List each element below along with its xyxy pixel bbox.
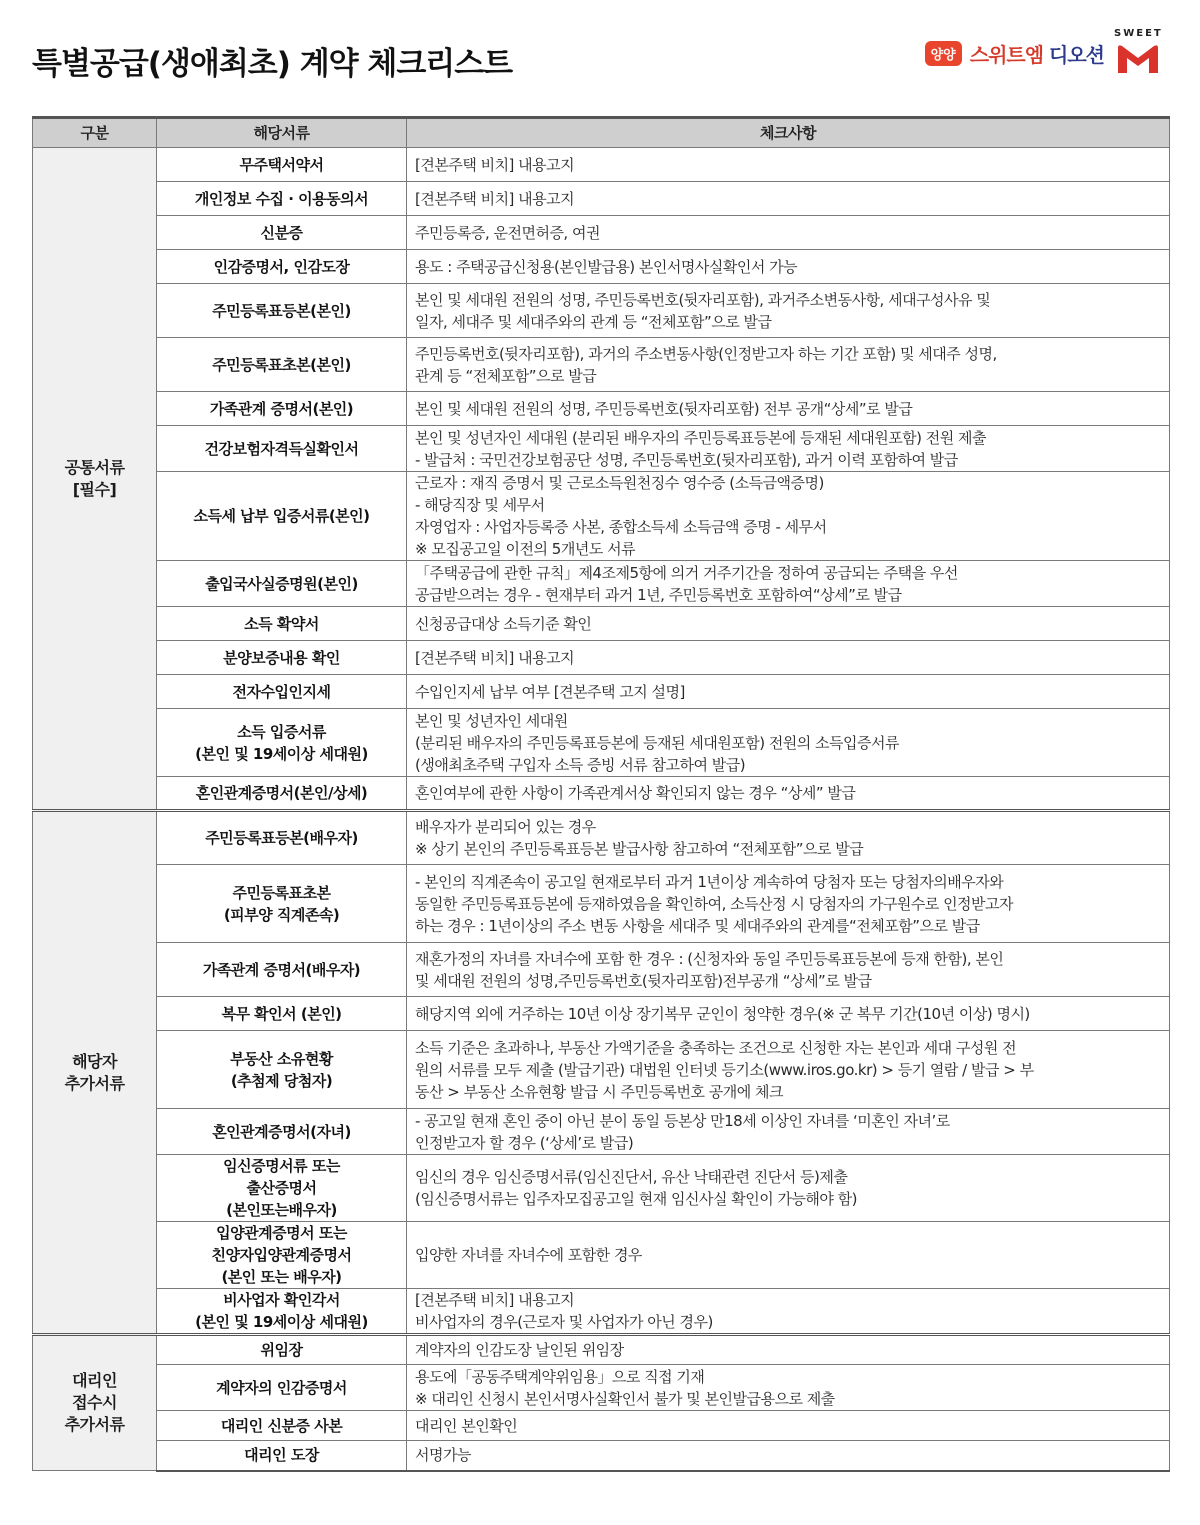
check-note-cell (407, 675, 1170, 709)
check-note-cell (407, 709, 1170, 777)
document-cell (157, 472, 407, 561)
document-name: 복무 확인서 (본인) (221, 1004, 342, 1023)
table-row (33, 811, 1170, 865)
check-note-line: [견본주택 비치] 내용고지 (415, 1291, 575, 1309)
category-cell (33, 148, 157, 811)
category-label: 접수시 (72, 1393, 117, 1412)
document-name: (본인 및 19세이상 세대원) (195, 1313, 368, 1331)
check-note-line: 임신의 경우 임신증명서류(임신진단서, 유산 낙태관련 진단서 등)제출 (415, 1168, 848, 1186)
table-row (33, 561, 1170, 607)
check-note-cell (407, 250, 1170, 284)
check-note-line: (임신증명서류는 입주자모집공고일 현재 임신사실 확인이 가능해야 함) (415, 1190, 858, 1208)
table-row (33, 641, 1170, 675)
document-cell (157, 338, 407, 392)
document-cell (157, 777, 407, 811)
document-name: 주민등록표등본(배우자) (205, 829, 358, 847)
table-row (33, 997, 1170, 1031)
check-note-line: 하는 경우 : 1년이상의 주소 변동 사항을 세대주 및 세대주와의 관계를“전체포함”으로 발급 (415, 916, 980, 935)
document-cell (157, 1411, 407, 1441)
document-name: 위임장 (260, 1341, 303, 1359)
check-note-line: 계약자의 인감도장 날인된 위임장 (415, 1341, 624, 1359)
category-label: 추가서류 (64, 1073, 125, 1093)
document-name: 계약자의 인감증명서 (216, 1378, 347, 1397)
table-row (33, 426, 1170, 472)
check-note-cell (407, 392, 1170, 426)
table-row (33, 182, 1170, 216)
document-name: 대리인 도장 (244, 1446, 319, 1465)
check-note-line: - 공고일 현재 혼인 중이 아닌 분이 동일 등본상 만18세 이상인 자녀를 ‘미혼인 자녀’로 (415, 1111, 950, 1130)
category-label: 대리인 (72, 1371, 117, 1390)
document-cell (157, 1289, 407, 1335)
check-note-cell (407, 1031, 1170, 1109)
document-name: 전자수입인지세 (232, 682, 331, 701)
check-note-line: - 해당직장 및 세무서 (415, 496, 545, 514)
check-note-line: (생애최초주택 구입자 소득 증빙 서류 참고하여 발급) (415, 755, 746, 774)
table-row (33, 1411, 1170, 1441)
table-row (33, 1365, 1170, 1411)
document-cell (157, 1109, 407, 1155)
logo-mark (1112, 30, 1162, 76)
document-cell (157, 250, 407, 284)
check-note-line: 주민등록증, 운전면허증, 여권 (415, 223, 600, 242)
check-note-line: 원의 서류를 모두 제출 (발급기관) 대법원 인터넷 등기소(www.iros.go.kr) > 등기 열람 / 발급 > 부 (415, 1060, 1034, 1079)
document-cell (157, 284, 407, 338)
check-note-cell (407, 607, 1170, 641)
document-name: 입양관계증명서 또는 (216, 1224, 347, 1242)
document-name: 주민등록표초본 (232, 883, 331, 902)
document-cell (157, 811, 407, 865)
document-cell (157, 426, 407, 472)
check-note-line: ※ 대리인 신청시 본인서명사실확인서 불가 및 본인발급용으로 제출 (415, 1389, 835, 1408)
check-note-line: 공급받으려는 경우 - 현재부터 과거 1년, 주민등록번호 포함하여“상세”로 발급 (415, 585, 902, 604)
check-note-line: (분리된 배우자의 주민등록표등본에 등재된 세대원포함) 전원의 소득입증서류 (415, 733, 899, 752)
check-note-line: 해당지역 외에 거주하는 10년 이상 장기복무 군인이 청약한 경우(※ 군 복무 기간(10년 이상) 명시) (415, 1004, 1030, 1023)
check-note-line: 동일한 주민등록표등본에 등재하였음을 확인하여, 소득산정 시 당첨자의 가구원수로 인정받고자 (415, 894, 1014, 913)
check-note-cell (407, 1411, 1170, 1441)
table-header-row (33, 118, 1170, 148)
table-row (33, 284, 1170, 338)
table-row (33, 338, 1170, 392)
document-cell (157, 997, 407, 1031)
check-note-cell (407, 1441, 1170, 1471)
check-note-line: 근로자 : 재직 증명서 및 근로소득원천징수 영수증 (소득금액증명) (415, 474, 824, 492)
table-row (33, 250, 1170, 284)
document-name: (본인 또는 배우자) (221, 1268, 342, 1286)
check-note-cell (407, 997, 1170, 1031)
header-category: 구분 (33, 118, 157, 148)
table-row (33, 607, 1170, 641)
check-note-line: 수입인지세 납부 여부 [견본주택 고지 설명] (415, 682, 685, 701)
check-note-line: 본인 및 성년자인 세대원 (분리된 배우자의 주민등록표등본에 등재된 세대원포함) 전원 제출 (415, 428, 987, 447)
document-cell (157, 392, 407, 426)
document-cell (157, 1441, 407, 1471)
document-cell (157, 182, 407, 216)
document-name: 무주택서약서 (239, 155, 324, 174)
check-note-cell (407, 284, 1170, 338)
check-note-cell (407, 777, 1170, 811)
check-note-line: 관계 등 “전체포함”으로 발급 (415, 366, 597, 385)
document-cell (157, 675, 407, 709)
logo-badge: 양양 (925, 41, 962, 66)
category-label: [필수] (72, 479, 117, 499)
table-row (33, 148, 1170, 182)
check-note-cell (407, 338, 1170, 392)
check-note-cell (407, 811, 1170, 865)
table-row (33, 865, 1170, 943)
document-cell (157, 148, 407, 182)
check-note-line: [견본주택 비치] 내용고지 (415, 648, 575, 667)
document-name: 혼인관계증명서(자녀) (212, 1122, 351, 1141)
checklist-table (32, 116, 1170, 1472)
check-note-line: 재혼가정의 자녀를 자녀수에 포함 한 경우 : (신청자와 동일 주민등록표등본에 등재 한함), 본인 (415, 949, 1004, 968)
category-cell (33, 811, 157, 1335)
check-note-line: 본인 및 세대원 전원의 성명, 주민등록번호(뒷자리포함) 전부 공개“상세”로 발급 (415, 399, 913, 418)
document-name: 소득 입증서류 (237, 722, 326, 741)
brand-logo (925, 30, 1162, 76)
check-note-cell (407, 943, 1170, 997)
check-note-line: 서명가능 (415, 1446, 471, 1465)
logo-mark-text: SWEET (1114, 28, 1163, 39)
document-name: 인감증명서, 인감도장 (213, 257, 350, 276)
check-note-cell (407, 1335, 1170, 1365)
check-note-cell (407, 561, 1170, 607)
document-name: 주민등록표초본(본인) (212, 355, 351, 374)
table-row (33, 1335, 1170, 1365)
document-name: 개인정보 수집 · 이용동의서 (194, 189, 369, 208)
category-label: 공통서류 (64, 457, 125, 477)
document-name: (추첨제 당첨자) (230, 1071, 333, 1090)
category-cell (33, 1335, 157, 1471)
check-note-line: 대리인 본인확인 (415, 1416, 518, 1435)
check-note-line: 용도에「공동주택계약위임용」으로 직접 기재 (415, 1367, 705, 1386)
document-cell (157, 865, 407, 943)
document-name: 소득 확약서 (244, 614, 319, 633)
check-note-line: 일자, 세대주 및 세대주와의 관계 등 “전체포함”으로 발급 (415, 312, 772, 331)
table-row (33, 1441, 1170, 1471)
document-name: 임신증명서류 또는 (223, 1157, 340, 1175)
table-row (33, 1031, 1170, 1109)
check-note-line: 배우자가 분리되어 있는 경우 (415, 818, 596, 836)
check-note-line: 본인 및 세대원 전원의 성명, 주민등록번호(뒷자리포함), 과거주소변동사항, 세대구성사유 및 (415, 290, 991, 309)
check-note-cell (407, 865, 1170, 943)
document-name: (본인또는배우자) (226, 1201, 337, 1219)
m-logo-icon (1116, 44, 1160, 74)
check-note-line: - 본인의 직계존속이 공고일 현재로부터 과거 1년이상 계속하여 당첨자 또는 당첨자의배우자와 (415, 872, 1004, 891)
table-row (33, 1289, 1170, 1335)
check-note-cell (407, 1109, 1170, 1155)
document-cell (157, 943, 407, 997)
checklist-body (33, 148, 1170, 1471)
document-name: 가족관계 증명서(본인) (209, 399, 354, 418)
check-note-line: 주민등록번호(뒷자리포함), 과거의 주소변동사항(인정받고자 하는 기간 포함) 및 세대주 성명, (415, 344, 997, 363)
document-cell (157, 1222, 407, 1289)
document-name: (본인 및 19세이상 세대원) (195, 744, 368, 763)
document-name: 건강보험자격득실확인서 (204, 439, 359, 458)
document-cell (157, 641, 407, 675)
document-cell (157, 216, 407, 250)
table-row (33, 1222, 1170, 1289)
check-note-cell (407, 182, 1170, 216)
check-note-line: 용도 : 주택공급신청용(본인발급용) 본인서명사실확인서 가능 (415, 257, 798, 276)
document-name: 소득세 납부 입증서류(본인) (193, 507, 370, 525)
logo-brand-suffix: 디오션 (1049, 42, 1104, 67)
table-row (33, 777, 1170, 811)
table-row (33, 709, 1170, 777)
document-name: 가족관계 증명서(배우자) (202, 960, 361, 979)
table-row (33, 392, 1170, 426)
check-note-line: 동산 > 부동산 소유현황 발급 시 주민등록번호 공개에 체크 (415, 1082, 783, 1101)
document-name: 부동산 소유현황 (230, 1049, 333, 1068)
check-note-line: 자영업자 : 사업자등록증 사본, 종합소득세 소득금액 증명 - 세무서 (415, 518, 827, 536)
document-cell (157, 561, 407, 607)
table-row (33, 943, 1170, 997)
check-note-line: 혼인여부에 관한 사항이 가족관계서상 확인되지 않는 경우 “상세” 발급 (415, 784, 856, 802)
table-row (33, 216, 1170, 250)
document-cell (157, 1031, 407, 1109)
check-note-cell (407, 426, 1170, 472)
logo-brand-name: 스위트엠 (969, 42, 1044, 67)
check-note-line: 및 세대원 전원의 성명,주민등록번호(뒷자리포함)전부공개 “상세”로 발급 (415, 971, 872, 990)
document-name: (피부양 직계존속) (223, 905, 340, 924)
check-note-line: [견본주택 비치] 내용고지 (415, 189, 575, 208)
check-note-cell (407, 216, 1170, 250)
check-note-line: ※ 모집공고일 이전의 5개년도 서류 (415, 540, 636, 558)
document-name: 분양보증내용 확인 (223, 648, 340, 667)
table-row (33, 472, 1170, 561)
check-note-line: ※ 상기 본인의 주민등록표등본 발급사항 참고하여 “전체포함”으로 발급 (415, 840, 864, 858)
check-note-line: [견본주택 비치] 내용고지 (415, 155, 575, 174)
check-note-line: 인정받고자 할 경우 (‘상세’로 발급) (415, 1133, 634, 1152)
document-cell (157, 1365, 407, 1411)
document-name: 대리인 신분증 사본 (220, 1416, 343, 1435)
document-name: 출입국사실증명원(본인) (205, 574, 358, 593)
table-row (33, 675, 1170, 709)
document-name: 신분증 (260, 223, 303, 242)
check-note-cell (407, 472, 1170, 561)
category-label: 추가서류 (64, 1415, 125, 1434)
category-label: 해당자 (72, 1051, 117, 1071)
check-note-cell (407, 641, 1170, 675)
check-note-line: 입양한 자녀를 자녀수에 포함한 경우 (415, 1246, 642, 1264)
document-name: 출산증명서 (246, 1179, 317, 1197)
check-note-line: 「주택공급에 관한 규칙」제4조제5항에 의거 거주기간을 정하여 공급되는 주택을 우선 (415, 563, 958, 582)
document-name: 혼인관계증명서(본인/상세) (195, 784, 368, 802)
check-note-line: 신청공급대상 소득기준 확인 (415, 614, 592, 633)
check-note-line: 소득 기준은 초과하나, 부동산 가액기준을 충족하는 조건으로 신청한 자는 본인과 세대 구성원 전 (415, 1038, 1017, 1057)
page-title: 특별공급(생애최초) 계약 체크리스트 (32, 46, 513, 82)
check-note-cell (407, 1289, 1170, 1335)
document-cell (157, 709, 407, 777)
header-document: 해당서류 (157, 118, 407, 148)
check-note-line: 본인 및 성년자인 세대원 (415, 711, 568, 730)
check-note-line: 비사업자의 경우(근로자 및 사업자가 아닌 경우) (415, 1313, 713, 1331)
header-check-items: 체크사항 (407, 118, 1170, 148)
document-name: 주민등록표등본(본인) (212, 301, 351, 320)
document-cell (157, 1155, 407, 1222)
document-name: 비사업자 확인각서 (223, 1291, 340, 1309)
check-note-cell (407, 1222, 1170, 1289)
check-note-cell (407, 1365, 1170, 1411)
table-row (33, 1109, 1170, 1155)
check-note-cell (407, 1155, 1170, 1222)
document-cell (157, 1335, 407, 1365)
document-cell (157, 607, 407, 641)
check-note-line: - 발급처 : 국민건강보험공단 성명, 주민등록번호(뒷자리포함), 과거 이력 포함하여 발급 (415, 450, 958, 469)
check-note-cell (407, 148, 1170, 182)
document-name: 친양자입양관계증명서 (211, 1246, 352, 1264)
table-row (33, 1155, 1170, 1222)
